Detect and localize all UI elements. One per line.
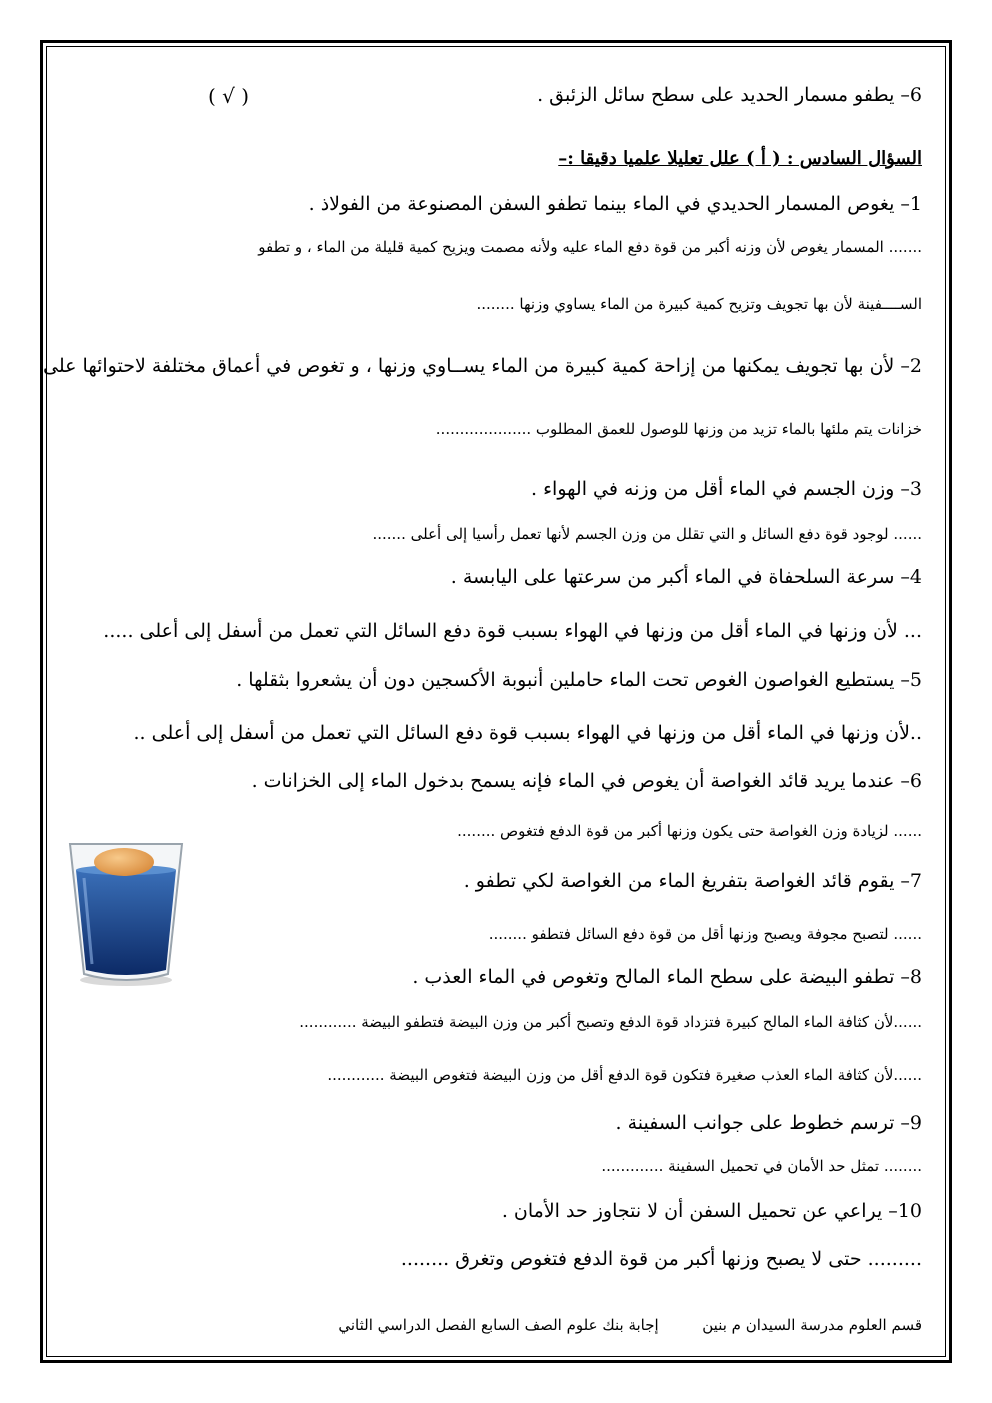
question-3: 3– وزن الجسم في الماء أقل من وزنه في الهواء . — [531, 478, 922, 500]
answer-7: ...... لتصبح مجوفة ويصبح وزنها أقل من قوة دفع السائل فتطفو ........ — [488, 925, 922, 943]
footer-school: قسم العلوم مدرسة السيدان م بنين — [702, 1316, 922, 1334]
question-9: 9– ترسم خطوط على جوانب السفينة . — [615, 1112, 922, 1134]
answer-9: ........ تمثل حد الأمان في تحميل السفينة ............. — [601, 1157, 922, 1175]
answer-2: خزانات يتم ملئها بالماء تزيد من وزنها للوصول للعمق المطلوب .................... — [435, 420, 922, 438]
answer-1-line-2: الســــفينة لأن بها تجويف وتزيح كمية كبيرة من الماء يساوي وزنها ........ — [476, 295, 922, 313]
answer-4: ... لأن وزنها في الماء أقل من وزنها في الهواء بسبب قوة دفع السائل التي تعمل من أسفل إلى أعلى ..... — [103, 620, 922, 642]
egg-shape — [94, 848, 154, 876]
question-1: 1– يغوص المسمار الحديدي في الماء بينما تطفو السفن المصنوعة من الفولاذ . — [308, 193, 922, 215]
question-8: 8– تطفو البيضة على سطح الماء المالح وتغوص في الماء العذب . — [412, 966, 922, 988]
question-4: 4– سرعة السلحفاة في الماء أكبر من سرعتها على اليابسة . — [450, 566, 922, 588]
footer — [338, 1316, 922, 1334]
egg-in-water-glass-illustration — [62, 838, 190, 988]
question-7: 7– يقوم قائد الغواصة بتفريغ الماء من الغواصة لكي تطفو . — [463, 870, 922, 892]
question-5: 5– يستطيع الغواصون الغوص تحت الماء حاملين أنبوبة الأكسجين دون أن يشعروا بثقلها . — [236, 669, 922, 691]
question-2: 2– لأن بها تجويف يمكنها من إزاحة كمية كبيرة من الماء يســاوي وزنها ، و تغوص في أعماق مختلفة لاحتوائها على — [43, 355, 922, 377]
answer-6: ...... لزيادة وزن الغواصة حتى يكون وزنها أكبر من قوة الدفع فتغوص ........ — [457, 822, 922, 840]
question-10: 10– يراعي عن تحميل السفن أن لا نتجاوز حد الأمان . — [501, 1200, 922, 1222]
answer-8-line-1: ......لأن كثافة الماء المالح كبيرة فتزداد قوة الدفع وتصبح أكبر من وزن البيضة فتطفو البيضة ............ — [299, 1013, 922, 1031]
check-mark: ( √ ) — [208, 84, 250, 108]
answer-8-line-2: ......لأن كثافة الماء العذب صغيرة فتكون قوة الدفع أقل من وزن البيضة فتغوص البيضة ............ — [327, 1066, 922, 1084]
answer-3: ...... لوجود قوة دفع السائل و التي تقلل من وزن الجسم لأنها تعمل رأسيا إلى أعلى ....... — [372, 525, 922, 543]
footer-subject: إجابة بنك علوم الصف السابع الفصل الدراسي الثاني — [338, 1316, 659, 1334]
answer-1-line-1: ....... المسمار يغوص لأن وزنه أكبر من قوة دفع الماء عليه ولأنه مصمت ويزيح كمية قليلة من الماء ، و تطفو — [258, 238, 922, 256]
answer-10: ......... حتى لا يصبح وزنها أكبر من قوة الدفع فتغوص وتغرق ........ — [400, 1248, 922, 1270]
section-heading: السؤال السادس : ( أ ) علل تعليلا علميا دقيقا :– — [558, 148, 922, 169]
answer-5: ..لأن وزنها في الماء أقل من وزنها في الهواء بسبب قوة دفع السائل التي تعمل من أسفل إلى أعلى .. — [133, 722, 922, 744]
question-6: 6– عندما يريد قائد الغواصة أن يغوص في الماء فإنه يسمح بدخول الماء إلى الخزانات . — [251, 770, 922, 792]
q6-statement: 6– يطفو مسمار الحديد على سطح سائل الزئبق . — [537, 84, 922, 106]
